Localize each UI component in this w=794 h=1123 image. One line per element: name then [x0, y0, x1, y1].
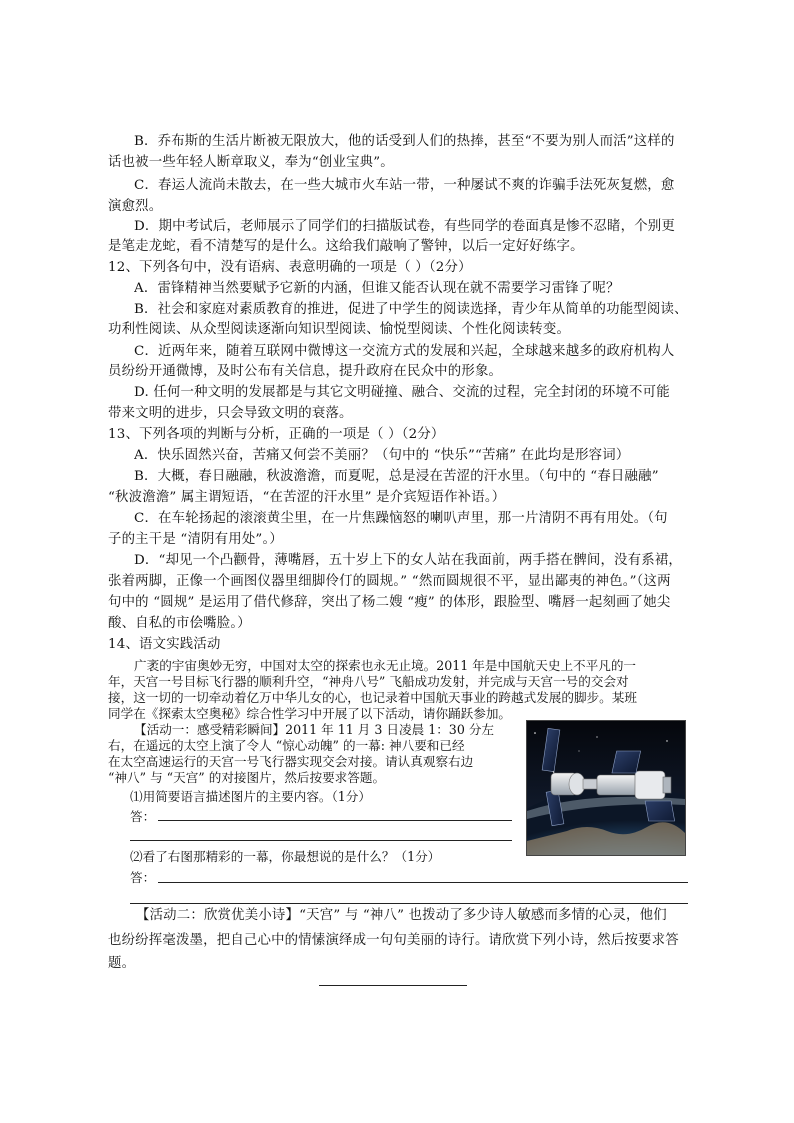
q13-option-d-line1: D．“却见一个凸颧骨，薄嘴唇，五十岁上下的女人站在我面前，两手搭在髀间，没有系裙， [134, 553, 683, 568]
q11-option-d-line1: D．期中考试后，老师展示了同学们的扫描版试卷，有些同学的卷面真是惨不忍睹，个别更 [134, 219, 675, 234]
q12-option-b-line1: B．社会和家庭对素质教育的推进，促进了中学生的阅读选择，青少年从简单的功能型阅读、 [134, 302, 688, 317]
q11-option-c-line2: 演愈烈。 [108, 199, 163, 214]
answer-label-1: 答： [130, 809, 156, 824]
answer-line-2b[interactable] [130, 903, 688, 904]
docking-photo [526, 720, 686, 856]
q12-option-d-line2: 带来文明的进步，只会导致文明的衰落。 [108, 406, 353, 421]
q13-option-c-line2: 子的主干是 “清阴有用处”。） [108, 532, 283, 547]
q13-option-d-line4: 酸、自私的市侩嘴脸。） [108, 616, 251, 631]
activity2-line1: 【活动二：欣赏优美小诗】“天宫” 与 “神八” 也拨动了多少诗人敏感而多情的心灵，他们 [136, 908, 667, 923]
spacecraft-docking-icon [527, 721, 685, 855]
q11-option-b-line1: B．乔布斯的生活片断被无限放大，他的话受到人们的热捧，甚至“不要为别人而活”这样的 [134, 134, 675, 149]
q14-intro-line3: 接，这一切的一切牵动着亿万中华儿女的心，也记录着中国航天事业的跨越式发展的脚步。某班 [108, 690, 637, 705]
q13-option-b-line1: B．大概，春日融融，秋波澹澹，而夏呢，总是浸在苦涩的汗水里。（句中的 “春日融融” [134, 469, 659, 484]
activity1-line4: “神八” 与 “天宫” 的对接图片，然后按要求答题。 [108, 770, 386, 785]
q13-option-a: A．快乐固然兴奋，苦痛又何尝不美丽？（句中的 “快乐”“苦痛” 在此均是形容词） [134, 448, 630, 463]
q14-intro-line2: 年，天宫一号目标飞行器的顺利升空，“神舟八号” 飞船成功发射，并完成与天宫一号的交会对 [108, 674, 629, 689]
q14-sub1: ⑴用简要语言描述图片的主要内容。（1分） [130, 789, 371, 804]
q13-option-b-line2: “秋波澹澹” 属主谓短语，“在苦涩的汗水里” 是介宾短语作补语。） [108, 490, 506, 505]
activity2-line2: 也纷纷挥毫泼墨，把自己心中的情愫演绎成一句句美丽的诗行。请欣赏下列小诗，然后按要求答 [108, 933, 679, 948]
activity1-line3: 在太空高速运行的天宫一号飞行器实现交会对接。请认真观察右边 [108, 754, 474, 769]
activity2-line3: 题。 [108, 956, 136, 971]
answer-line-2a[interactable] [158, 882, 688, 883]
q14-sub2: ⑵看了右图那精彩的一幕，你最想说的是什么？（1分） [130, 849, 441, 864]
q13-option-c-line1: C．在车轮扬起的滚滚黄尘里，在一片焦躁恼怒的喇叭声里，那一片清阴不再有用处。（句 [134, 511, 668, 526]
answer-label-2: 答： [130, 870, 156, 885]
q13-stem: 13、下列各项的判断与分析，正确的一项是（ ）（2分） [108, 427, 445, 442]
q12-option-c-line1: C．近两年来，随着互联网中微博这一交流方式的发展和兴起，全球越来越多的政府机构人 [134, 344, 675, 359]
q11-option-d-line2: 是笔走龙蛇，看不清楚写的是什么。这给我们敲响了警钟，以后一定好好练字。 [108, 239, 584, 254]
q12-option-c-line2: 员纷纷开通微博，及时公布有关信息，提升政府在民众中的形象。 [108, 364, 503, 379]
q13-option-d-line2: 张着两脚，正像一个画图仪器里细脚伶仃的圆规。” “然而圆规很不平，显出鄙夷的神色。”（这两 [108, 574, 671, 589]
q12-option-d-line1: D. 任何一种文明的发展都是与其它文明碰撞、融合、交流的过程，完全封闭的环境不可能 [134, 385, 670, 400]
q13-option-d-line3: 句中的 “圆规” 是运用了借代修辞，突出了杨二嫂 “瘦” 的体形，跟脸型、嘴唇一起刻画了她尖 [108, 595, 671, 610]
answer-line-1a[interactable] [158, 820, 512, 821]
q14-intro-line4: 同学在《探索太空奥秘》综合性学习中开展了以下活动，请你踊跃参加。 [108, 706, 511, 721]
q11-option-c-line1: C．春运人流尚未散去，在一些大城市火车站一带，一种屡试不爽的诈骗手法死灰复燃，愈 [134, 178, 675, 193]
activity1-line2: 右，在遥远的太空上演了令人 “惊心动魄” 的一幕: 神八要和已经 [108, 738, 465, 753]
page-divider [319, 985, 467, 986]
q12-stem: 12、下列各句中，没有语病、表意明确的一项是（ ）（2分） [108, 260, 472, 275]
q11-option-b-line2: 话也被一些年轻人断章取义，奉为“创业宝典”。 [108, 155, 394, 170]
activity1-line1: 【活动一：感受精彩瞬间】2011 年 11 月 3 日凌晨 1：30 分左 [134, 722, 495, 737]
q14-stem: 14、语文实践活动 [108, 637, 221, 652]
q12-option-a: A．雷锋精神当然要赋予它新的内涵，但谁又能否认现在就不需要学习雷锋了呢？ [134, 281, 620, 296]
q14-intro-line1: 广袤的宇宙奥妙无穷，中国对太空的探索也永无止境。2011 年是中国航天史上不平凡的一 [134, 658, 637, 673]
answer-line-1b[interactable] [130, 840, 512, 841]
q12-option-b-line2: 功利性阅读、从众型阅读逐渐向知识型阅读、愉悦型阅读、个性化阅读转变。 [108, 322, 571, 337]
